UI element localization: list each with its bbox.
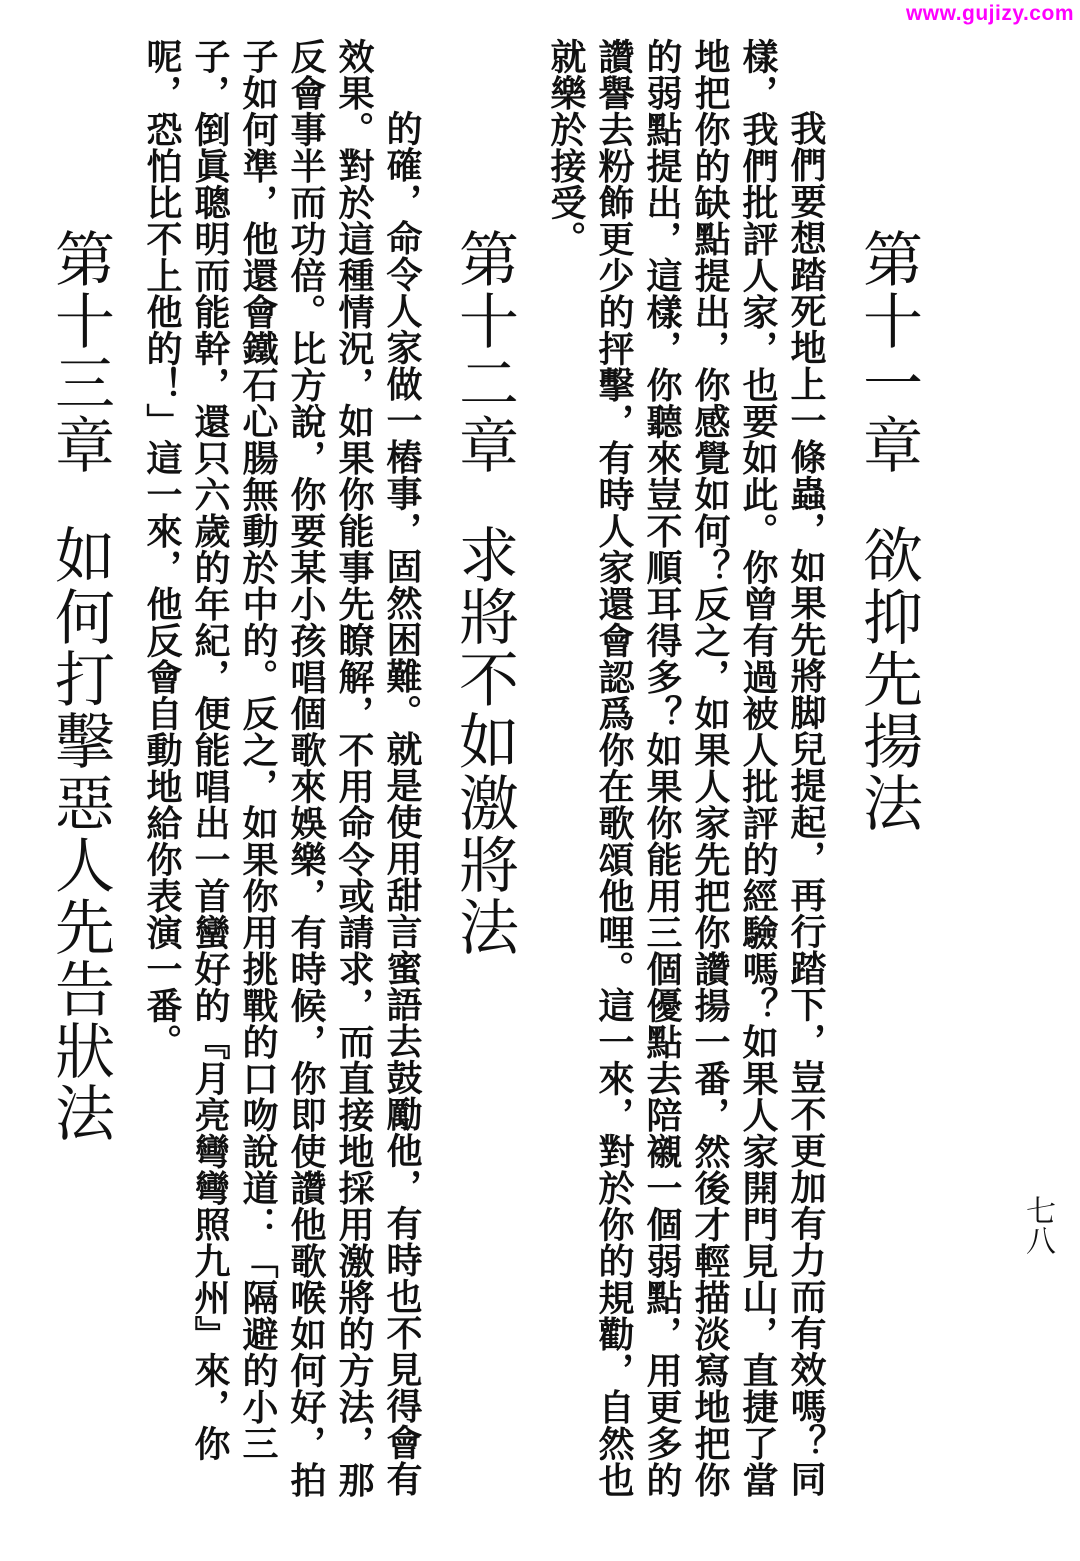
page-number: 七八 bbox=[1020, 1195, 1055, 1255]
chapter-12-body bbox=[138, 38, 426, 1528]
chapter-11-section bbox=[542, 38, 923, 1528]
chapter-12-heading bbox=[449, 228, 519, 958]
chapter-13-title: 如何打擊惡人先告狀法 bbox=[45, 524, 115, 1144]
chapter-11-title: 欲抑先揚法 bbox=[853, 524, 923, 834]
chapter-13-number: 第十三章 bbox=[45, 228, 115, 476]
chapter-11-paragraph: 我們要想踏死地上一條蟲，如果先將脚兒提起，再行踏下，豈不更加有力而有效嗎？同樣，我們批評人家，也要如此。你曾有過被人批評的經驗嗎？如果人家開門見山，直捷了當地把你的缺點提出，你感覺如何？反之，如果人家先把你讚揚一番，然後才輕描淡寫地把你的弱點提出，這樣，你聽來豈不順耳得多？如果你能用三個優點去陪襯一個弱點，用更多的讚譽去粉飾更少的抨擊，有時人家還會認爲你在歌頌他哩。這一來，對於你的規勸，自然也就樂於接受。 bbox=[545, 38, 827, 1498]
chapter-11-body bbox=[542, 38, 830, 1528]
chapter-12-number: 第十二章 bbox=[449, 228, 519, 476]
chapter-11-heading bbox=[853, 228, 923, 834]
chapter-12-title: 求將不如激將法 bbox=[449, 524, 519, 958]
chapter-12-section bbox=[138, 38, 519, 1528]
chapter-13-section bbox=[45, 38, 115, 1144]
chapter-12-paragraph: 的確，命令人家做一樁事，固然困難。就是使用甜言蜜語去鼓勵他，有時也不見得會有效果。對於這種情況，如果你能事先瞭解，不用命令或請求，而直接地採用激將的方法，那反會事半而功倍。比方說，你要某小孩唱個歌來娛樂，有時候，你即使讚他歌喉如何好，拍子如何準，他還會鐵石心腸無動於中的。反之，如果你用挑戰的口吻說道：「隔避的小三子，倒眞聰明而能幹，還只六歲的年紀，便能唱出一首蠻好的『月亮彎彎照九州』來，你呢，恐怕比不上他的！」這一來，他反會自動地給你表演一番。 bbox=[141, 38, 423, 1498]
chapter-13-heading bbox=[45, 228, 115, 1144]
vertical-text-page bbox=[45, 38, 923, 1541]
watermark: www.gujizy.com bbox=[905, 2, 1074, 25]
chapter-11-number: 第十一章 bbox=[853, 228, 923, 476]
